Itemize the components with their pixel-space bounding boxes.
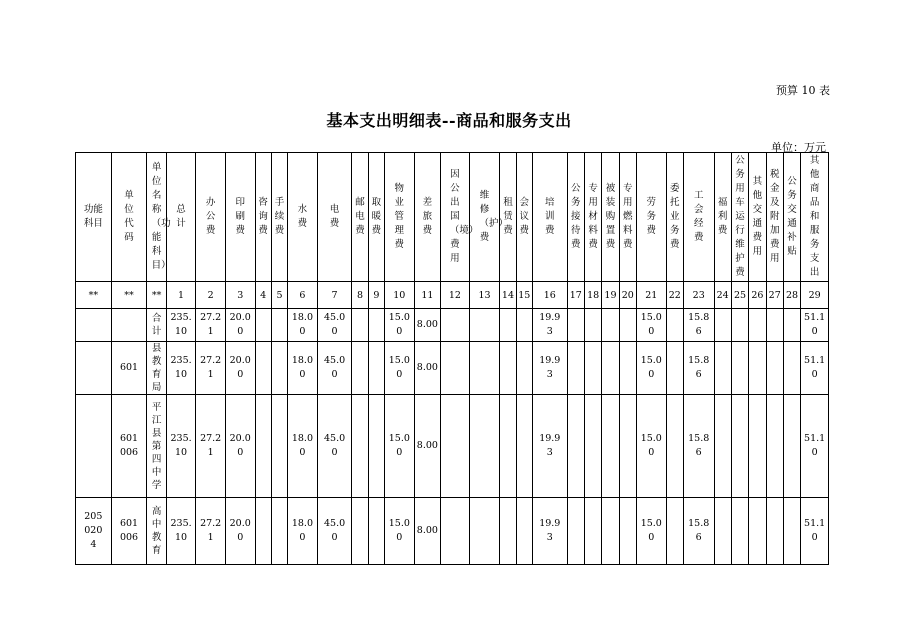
empty-cell (666, 309, 683, 342)
col-header: 印刷费 (225, 153, 255, 282)
col-number: 9 (368, 282, 384, 309)
col-header: 劳务费 (636, 153, 666, 282)
unit-code-cell: 601006 (111, 395, 147, 498)
col-header: 物业管理费 (385, 153, 415, 282)
empty-cell (368, 309, 384, 342)
unit-name-cell: 合计 (147, 309, 166, 342)
col-header: 咨询费 (255, 153, 271, 282)
labor-fee-cell: 15.00 (636, 498, 666, 565)
empty-cell (731, 498, 748, 565)
col-header: 因公出国（境）费用 (441, 153, 470, 282)
property-fee-cell: 15.00 (385, 309, 415, 342)
col-number: 26 (749, 282, 766, 309)
col-number: 1 (166, 282, 196, 309)
empty-cell (368, 498, 384, 565)
col-header: 水费 (288, 153, 318, 282)
unit-label: 单位：万元 (771, 141, 826, 154)
other-expense-cell: 51.10 (801, 342, 829, 395)
col-header: 培训费 (532, 153, 567, 282)
empty-cell (500, 309, 516, 342)
empty-cell (783, 309, 800, 342)
empty-cell (619, 309, 636, 342)
empty-cell (567, 395, 584, 498)
empty-cell (441, 309, 470, 342)
empty-cell (766, 309, 783, 342)
col-header: 功能科目 (76, 153, 112, 282)
union-fee-cell: 15.86 (683, 342, 714, 395)
col-number: 13 (469, 282, 500, 309)
col-number: 15 (516, 282, 532, 309)
empty-cell (731, 395, 748, 498)
travel-fee-cell: 8.00 (414, 309, 441, 342)
col-number: 11 (414, 282, 441, 309)
empty-cell (783, 342, 800, 395)
total-cell: 235.10 (166, 309, 196, 342)
col-number: 18 (584, 282, 601, 309)
office-fee-cell: 27.21 (196, 309, 226, 342)
col-number: 20 (619, 282, 636, 309)
property-fee-cell: 15.00 (385, 498, 415, 565)
empty-cell (619, 342, 636, 395)
empty-cell (516, 342, 532, 395)
labor-fee-cell: 15.00 (636, 342, 666, 395)
printing-fee-cell: 20.00 (225, 309, 255, 342)
empty-cell (352, 395, 368, 498)
empty-cell (766, 342, 783, 395)
table-row (76, 498, 829, 565)
water-fee-cell: 18.00 (288, 498, 318, 565)
union-fee-cell: 15.86 (683, 395, 714, 498)
empty-cell (567, 309, 584, 342)
col-number: ** (147, 282, 166, 309)
printing-fee-cell: 20.00 (225, 395, 255, 498)
water-fee-cell: 18.00 (288, 395, 318, 498)
form-number: 预算 10 表 (776, 84, 830, 97)
labor-fee-cell: 15.00 (636, 395, 666, 498)
col-number: 10 (385, 282, 415, 309)
col-number: 27 (766, 282, 783, 309)
col-number: 4 (255, 282, 271, 309)
col-header: 工会经费 (683, 153, 714, 282)
func-code-cell (76, 395, 112, 498)
col-header: 办公费 (196, 153, 226, 282)
empty-cell (255, 309, 271, 342)
col-header: 差旅费 (414, 153, 441, 282)
empty-cell (469, 342, 500, 395)
column-number-row (76, 282, 829, 309)
empty-cell (469, 309, 500, 342)
training-fee-cell: 19.93 (532, 342, 567, 395)
union-fee-cell: 15.86 (683, 498, 714, 565)
empty-cell (255, 498, 271, 565)
col-number: 8 (352, 282, 368, 309)
empty-cell (567, 498, 584, 565)
water-fee-cell: 18.00 (288, 342, 318, 395)
col-header: 单位名称（功能科目） (147, 153, 166, 282)
col-header: 税金及附加费用 (766, 153, 783, 282)
empty-cell (602, 498, 619, 565)
col-number: 3 (225, 282, 255, 309)
empty-cell (749, 309, 766, 342)
empty-cell (602, 309, 619, 342)
electricity-fee-cell: 45.00 (317, 395, 352, 498)
empty-cell (441, 498, 470, 565)
property-fee-cell: 15.00 (385, 342, 415, 395)
col-header: 维修（护）费 (469, 153, 500, 282)
col-number: 2 (196, 282, 226, 309)
col-header: 专用燃料费 (619, 153, 636, 282)
col-header: 公务交通补贴 (783, 153, 800, 282)
col-number: 22 (666, 282, 683, 309)
empty-cell (516, 395, 532, 498)
col-number: 12 (441, 282, 470, 309)
col-header: 取暖费 (368, 153, 384, 282)
col-number: 17 (567, 282, 584, 309)
office-fee-cell: 27.21 (196, 342, 226, 395)
unit-code-cell: 601 (111, 342, 147, 395)
col-number: 28 (783, 282, 800, 309)
empty-cell (714, 342, 731, 395)
col-header: 会议费 (516, 153, 532, 282)
empty-cell (766, 395, 783, 498)
water-fee-cell: 18.00 (288, 309, 318, 342)
col-header: 公务接待费 (567, 153, 584, 282)
func-code-cell (76, 342, 112, 395)
col-number: ** (111, 282, 147, 309)
empty-cell (766, 498, 783, 565)
col-number: 29 (801, 282, 829, 309)
travel-fee-cell: 8.00 (414, 395, 441, 498)
office-fee-cell: 27.21 (196, 498, 226, 565)
unit-code-cell: 601006 (111, 498, 147, 565)
empty-cell (731, 309, 748, 342)
empty-cell (749, 498, 766, 565)
col-number: 5 (271, 282, 287, 309)
other-expense-cell: 51.10 (801, 309, 829, 342)
empty-cell (783, 395, 800, 498)
header-row (76, 153, 829, 282)
col-header: 邮电费 (352, 153, 368, 282)
col-header: 其他商品和服务支出 (801, 153, 829, 282)
col-number: 19 (602, 282, 619, 309)
empty-cell (255, 342, 271, 395)
col-header: 手续费 (271, 153, 287, 282)
empty-cell (271, 395, 287, 498)
electricity-fee-cell: 45.00 (317, 342, 352, 395)
empty-cell (255, 395, 271, 498)
empty-cell (731, 342, 748, 395)
col-number: 23 (683, 282, 714, 309)
empty-cell (567, 342, 584, 395)
printing-fee-cell: 20.00 (225, 342, 255, 395)
col-header: 租赁费 (500, 153, 516, 282)
empty-cell (469, 498, 500, 565)
other-expense-cell: 51.10 (801, 395, 829, 498)
empty-cell (500, 342, 516, 395)
empty-cell (441, 342, 470, 395)
training-fee-cell: 19.93 (532, 498, 567, 565)
col-header: 福利费 (714, 153, 731, 282)
col-number: 21 (636, 282, 666, 309)
table-row (76, 342, 829, 395)
col-header: 被装购置费 (602, 153, 619, 282)
empty-cell (714, 309, 731, 342)
travel-fee-cell: 8.00 (414, 498, 441, 565)
empty-cell (271, 342, 287, 395)
empty-cell (749, 395, 766, 498)
empty-cell (602, 395, 619, 498)
empty-cell (749, 342, 766, 395)
empty-cell (516, 309, 532, 342)
electricity-fee-cell: 45.00 (317, 309, 352, 342)
empty-cell (271, 309, 287, 342)
table-row (76, 309, 829, 342)
total-cell: 235.10 (166, 395, 196, 498)
electricity-fee-cell: 45.00 (317, 498, 352, 565)
empty-cell (500, 498, 516, 565)
empty-cell (666, 498, 683, 565)
total-cell: 235.10 (166, 342, 196, 395)
empty-cell (714, 498, 731, 565)
total-cell: 235.10 (166, 498, 196, 565)
col-header: 委托业务费 (666, 153, 683, 282)
training-fee-cell: 19.93 (532, 395, 567, 498)
col-header: 电费 (317, 153, 352, 282)
empty-cell (666, 342, 683, 395)
travel-fee-cell: 8.00 (414, 342, 441, 395)
union-fee-cell: 15.86 (683, 309, 714, 342)
unit-name-cell: 县教育局 (147, 342, 166, 395)
empty-cell (783, 498, 800, 565)
expenditure-table (75, 152, 829, 565)
empty-cell (584, 498, 601, 565)
col-header: 总计 (166, 153, 196, 282)
empty-cell (368, 342, 384, 395)
empty-cell (602, 342, 619, 395)
empty-cell (584, 395, 601, 498)
unit-code-cell (111, 309, 147, 342)
property-fee-cell: 15.00 (385, 395, 415, 498)
empty-cell (352, 309, 368, 342)
col-header: 其他交通费用 (749, 153, 766, 282)
col-number: ** (76, 282, 112, 309)
empty-cell (619, 395, 636, 498)
printing-fee-cell: 20.00 (225, 498, 255, 565)
col-header: 公务用车运行维护费 (731, 153, 748, 282)
empty-cell (271, 498, 287, 565)
empty-cell (368, 395, 384, 498)
empty-cell (516, 498, 532, 565)
empty-cell (352, 498, 368, 565)
table-row (76, 395, 829, 498)
unit-name-cell: 高中教育 (147, 498, 166, 565)
empty-cell (352, 342, 368, 395)
office-fee-cell: 27.21 (196, 395, 226, 498)
col-number: 6 (288, 282, 318, 309)
func-code-cell (76, 309, 112, 342)
empty-cell (619, 498, 636, 565)
col-number: 25 (731, 282, 748, 309)
col-number: 24 (714, 282, 731, 309)
col-header: 单位代码 (111, 153, 147, 282)
unit-name-cell: 平江县第四中学 (147, 395, 166, 498)
empty-cell (584, 309, 601, 342)
col-number: 14 (500, 282, 516, 309)
labor-fee-cell: 15.00 (636, 309, 666, 342)
empty-cell (584, 342, 601, 395)
col-header: 专用材料费 (584, 153, 601, 282)
empty-cell (441, 395, 470, 498)
other-expense-cell: 51.10 (801, 498, 829, 565)
col-number: 16 (532, 282, 567, 309)
func-code-cell: 2050204 (76, 498, 112, 565)
empty-cell (714, 395, 731, 498)
empty-cell (500, 395, 516, 498)
training-fee-cell: 19.93 (532, 309, 567, 342)
empty-cell (666, 395, 683, 498)
empty-cell (469, 395, 500, 498)
col-number: 7 (317, 282, 352, 309)
page-title: 基本支出明细表--商品和服务支出 (326, 111, 572, 130)
